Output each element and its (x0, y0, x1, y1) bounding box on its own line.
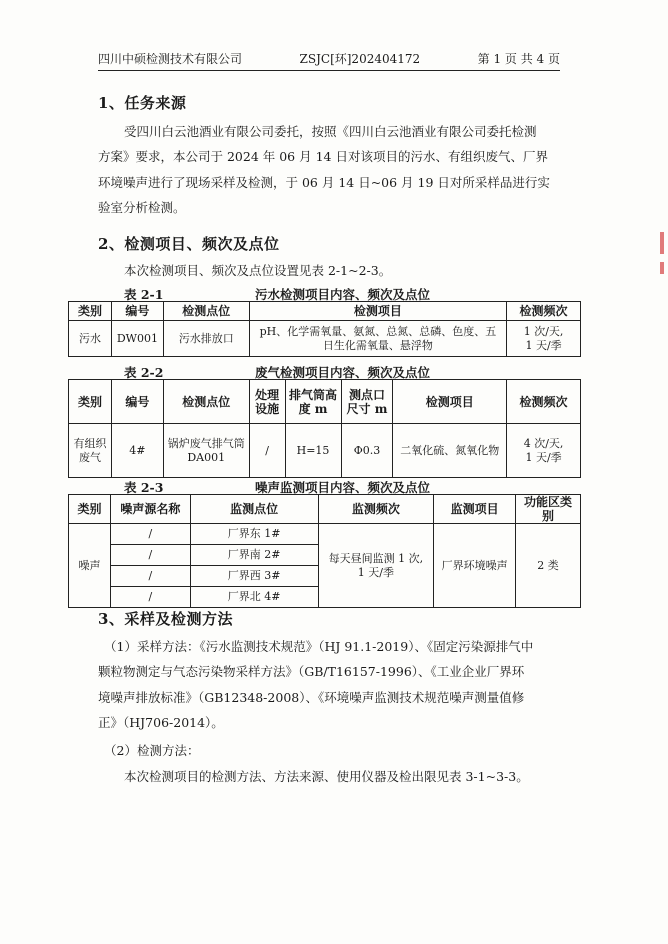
zone-cell: 2 类 (516, 524, 581, 608)
table-row (69, 321, 581, 357)
size-cell: Φ0.3 (341, 424, 393, 478)
table-2-1-number: 表 2-1 (124, 287, 164, 302)
method-1-line-3: 境噪声排放标准》（GB12348-2008）、《环境噪声监测技术规范噪声测量值修 (98, 690, 525, 705)
table-header: 检测点位 (163, 380, 249, 424)
table-2-3-title: 噪声监测项目内容、频次及点位 (255, 480, 431, 495)
freq-line: 1 天/季 (525, 338, 562, 352)
category-cell: 污水 (69, 321, 112, 357)
table-header: 类别 (69, 495, 111, 524)
freq-line: 每天昼间监测 1 次, (328, 551, 424, 565)
table-2-2-number: 表 2-2 (124, 365, 164, 380)
method-1-line-1: （1）采样方法：《污水监测技术规范》（HJ 91.1-2019）、《固定污染源排气中 (104, 639, 534, 654)
items-cell (249, 321, 506, 357)
items-line: pH、化学需氧量、氨氮、总氮、总磷、色度、五 (259, 324, 497, 338)
page-number: 第 1 页 共 4 页 (477, 52, 560, 66)
sec1-line-1: 受四川白云池酒业有限公司委托，按照《四川白云池酒业有限公司委托检测 (124, 124, 537, 139)
table-2-3-number: 表 2-3 (124, 480, 164, 495)
code-cell: DW001 (111, 321, 163, 357)
table-header: 测点口尺寸 m (341, 380, 393, 424)
company-name: 四川中硕检测技术有限公司 (98, 52, 243, 66)
source-cell: / (110, 587, 190, 608)
table-row (69, 424, 581, 478)
frequency-cell (318, 524, 434, 608)
height-cell: H=15 (285, 424, 341, 478)
source-cell: / (110, 545, 190, 566)
freq-line: 1 次/天, (523, 324, 564, 338)
table-header: 检测频次 (507, 380, 581, 424)
freq-line: 1 天/季 (525, 450, 562, 464)
point-cell: 厂界南 2# (190, 545, 318, 566)
table-2-3 (68, 494, 581, 608)
sec1-line-4: 验室分析检测。 (98, 200, 186, 215)
table-header: 监测频次 (318, 495, 434, 524)
table-header: 监测项目 (434, 495, 516, 524)
table-header: 功能区类别 (516, 495, 581, 524)
edge-stamp-mark (660, 262, 664, 274)
source-cell: / (110, 524, 190, 545)
method-2-title: （2）检测方法： (104, 743, 200, 758)
frequency-cell (507, 424, 581, 478)
table-header: 编号 (111, 380, 163, 424)
source-cell: / (110, 566, 190, 587)
section-1-title: 1、任务来源 (98, 94, 187, 112)
facility-cell: / (249, 424, 285, 478)
table-2-2 (68, 379, 581, 478)
table-2-2-title: 废气检测项目内容、频次及点位 (255, 365, 431, 380)
point-cell: 厂界北 4# (190, 587, 318, 608)
table-header: 排气筒高度 m (285, 380, 341, 424)
table-header: 监测点位 (190, 495, 318, 524)
report-number: ZSJC[环]202404172 (299, 52, 421, 66)
table-header: 检测频次 (507, 302, 581, 321)
section-3-title: 3、采样及检测方法 (98, 610, 233, 628)
table-header: 类别 (69, 380, 112, 424)
freq-line: 1 天/季 (357, 565, 394, 579)
frequency-cell (507, 321, 581, 357)
point-cell: 锅炉废气排气筒 DA001 (163, 424, 249, 478)
point-cell: 厂界东 1# (190, 524, 318, 545)
items-cell: 二氧化硫、氮氧化物 (393, 424, 507, 478)
page-header (98, 50, 560, 71)
section-2-title: 2、检测项目、频次及点位 (98, 235, 280, 253)
method-2-text: 本次检测项目的检测方法、方法来源、使用仪器及检出限见表 3-1~3-3。 (124, 769, 529, 784)
table-2-1 (68, 301, 581, 357)
table-header: 检测项目 (393, 380, 507, 424)
sec1-line-3: 环境噪声进行了现场采样及检测，于 06 月 14 日~06 月 19 日对所采样品进行实 (98, 175, 550, 190)
point-cell: 厂界西 3# (190, 566, 318, 587)
sec2-intro: 本次检测项目、频次及点位设置见表 2-1~2-3。 (124, 263, 392, 278)
table-row (69, 524, 581, 545)
category-cell: 有组织废气 (69, 424, 112, 478)
sec1-line-2: 方案》要求，本公司于 2024 年 06 月 14 日对该项目的污水、有组织废气、厂界 (98, 149, 548, 164)
table-header: 编号 (111, 302, 163, 321)
item-cell: 厂界环境噪声 (434, 524, 516, 608)
table-header: 处理设施 (249, 380, 285, 424)
method-1-line-2: 颗粒物测定与气态污染物采样方法》（GB/T16157-1996）、《工业企业厂界环 (98, 664, 525, 679)
table-header: 噪声源名称 (110, 495, 190, 524)
method-1-line-4: 正》（HJ706-2014）。 (98, 715, 224, 730)
table-header: 检测项目 (249, 302, 506, 321)
edge-stamp-mark (660, 232, 664, 254)
table-header: 检测点位 (163, 302, 249, 321)
table-header: 类别 (69, 302, 112, 321)
point-cell: 污水排放口 (163, 321, 249, 357)
table-2-1-title: 污水检测项目内容、频次及点位 (255, 287, 431, 302)
items-line: 日生化需氧量、悬浮物 (322, 338, 433, 352)
category-cell: 噪声 (69, 524, 111, 608)
code-cell: 4# (111, 424, 163, 478)
freq-line: 4 次/天, (523, 436, 564, 450)
